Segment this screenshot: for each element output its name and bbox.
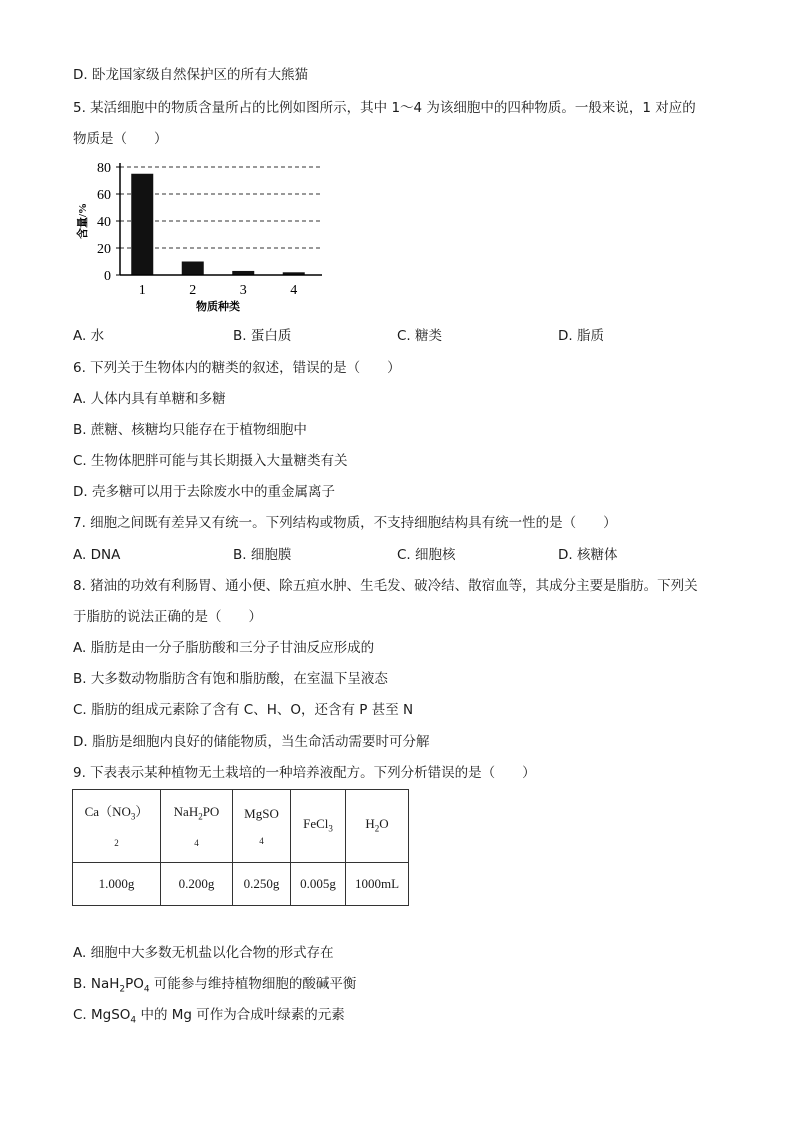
- table-value-row: [73, 863, 409, 906]
- header-sub: 2: [114, 838, 119, 849]
- y-tick-label: 20: [97, 242, 111, 257]
- q5-stem-line2: 物质是（ ）: [73, 131, 168, 147]
- bar-chart: [70, 155, 340, 320]
- q4-option-d: D. 卧龙国家级自然保护区的所有大熊猫: [73, 67, 308, 83]
- x-axis-label: 物质种类: [196, 301, 240, 313]
- q5-option-b: B. 蛋白质: [233, 328, 292, 344]
- bar-1: [131, 174, 153, 275]
- q7-options: [73, 546, 713, 564]
- q5-option-a: A. 水: [73, 328, 105, 344]
- table-cell: 1000mL: [346, 863, 409, 906]
- q8-option-c: C. 脂肪的组成元素除了含有 C、H、O，还含有 P 甚至 N: [73, 702, 414, 718]
- x-tick-label: 2: [189, 283, 197, 298]
- y-tick-labels: [97, 161, 111, 284]
- y-tick-label: 0: [104, 269, 111, 284]
- q8-option-d: D. 脂肪是细胞内良好的储能物质，当生命活动需要时可分解: [73, 734, 430, 750]
- x-tick-label: 4: [290, 283, 298, 298]
- q9-option-c: C. MgSO$_4$ 中的 Mg 可作为合成叶绿素的元素: [73, 1007, 345, 1026]
- q6-option-d: D. 壳多糖可以用于去除废水中的重金属离子: [73, 484, 335, 500]
- header-main: NaH$_2$PO: [173, 803, 220, 822]
- q6-option-c: C. 生物体肥胖可能与其长期摄入大量糖类有关: [73, 453, 348, 469]
- table-header-cell: [233, 790, 291, 863]
- table-cell: 1.000g: [73, 863, 161, 906]
- x-tick-label: 1: [138, 283, 146, 298]
- q8-stem-line2: 于脂肪的说法正确的是（ ）: [73, 609, 262, 625]
- chart-bars: [131, 174, 305, 275]
- header-main: $H_2O$: [365, 815, 389, 834]
- q6-option-a: A. 人体内具有单糖和多糖: [73, 391, 226, 407]
- q7-option-c: C. 细胞核: [397, 547, 456, 563]
- table-cell: 0.250g: [233, 863, 291, 906]
- x-tick-labels: [139, 283, 298, 298]
- q5-options: [73, 327, 713, 345]
- q7-option-b: B. 细胞膜: [233, 547, 292, 563]
- y-axis-label: 含量/%: [77, 202, 89, 240]
- header-main: $Ca(NO_3)$: [84, 803, 149, 822]
- q9-stem: 9. 下表表示某种植物无土栽培的一种培养液配方。下列分析错误的是（ ）: [73, 765, 536, 781]
- table-header-cell: [291, 790, 346, 863]
- q8-option-b: B. 大多数动物脂肪含有饱和脂肪酸，在室温下呈液态: [73, 671, 388, 687]
- y-tick-label: 40: [97, 215, 111, 230]
- table-header-row: [73, 790, 409, 863]
- table-cell: 0.200g: [161, 863, 233, 906]
- q8-option-a: A. 脂肪是由一分子脂肪酸和三分子甘油反应形成的: [73, 640, 375, 656]
- q7-stem: 7. 细胞之间既有差异又有统一。下列结构或物质，不支持细胞结构具有统一性的是（ ）: [73, 515, 617, 531]
- q5-option-d: D. 脂质: [558, 328, 604, 344]
- table-header-cell: [346, 790, 409, 863]
- header-sub: 4: [259, 836, 264, 846]
- q7-option-d: D. 核糖体: [558, 547, 618, 563]
- nutrient-table: [72, 789, 409, 906]
- q5-option-c: C. 糖类: [397, 328, 443, 344]
- table-header-cell: [73, 790, 161, 863]
- header-main: MgSO: [244, 806, 279, 821]
- q6-stem: 6. 下列关于生物体内的糖类的叙述，错误的是（ ）: [73, 360, 401, 376]
- y-tick-label: 60: [97, 188, 111, 203]
- y-tick-label: 80: [97, 161, 111, 176]
- q6-option-b: B. 蔗糖、核糖均只能存在于植物细胞中: [73, 422, 307, 438]
- header-main: FeCl$_3$: [303, 815, 333, 834]
- q9-option-b: B. $NaH_2PO_4$ 可能参与维持植物细胞的酸碱平衡: [73, 976, 357, 995]
- bar-2: [182, 262, 204, 276]
- q9-option-a: A. 细胞中大多数无机盐以化合物的形式存在: [73, 945, 334, 961]
- x-tick-label: 3: [239, 283, 247, 298]
- table-cell: 0.005g: [291, 863, 346, 906]
- table-header-cell: [161, 790, 233, 863]
- header-sub: 4: [194, 838, 199, 849]
- q5-stem-line1: 5. 某活细胞中的物质含量所占的比例如图所示，其中 1～4 为该细胞中的四种物质。一般来说，1 对应的: [73, 100, 696, 116]
- q7-option-a: A. DNA: [73, 547, 121, 563]
- q8-stem-line1: 8. 猪油的功效有利肠胃、通小便、除五疸水肿、生毛发、破冷结、散宿血等，其成分主要是脂肪。下列关: [73, 578, 698, 594]
